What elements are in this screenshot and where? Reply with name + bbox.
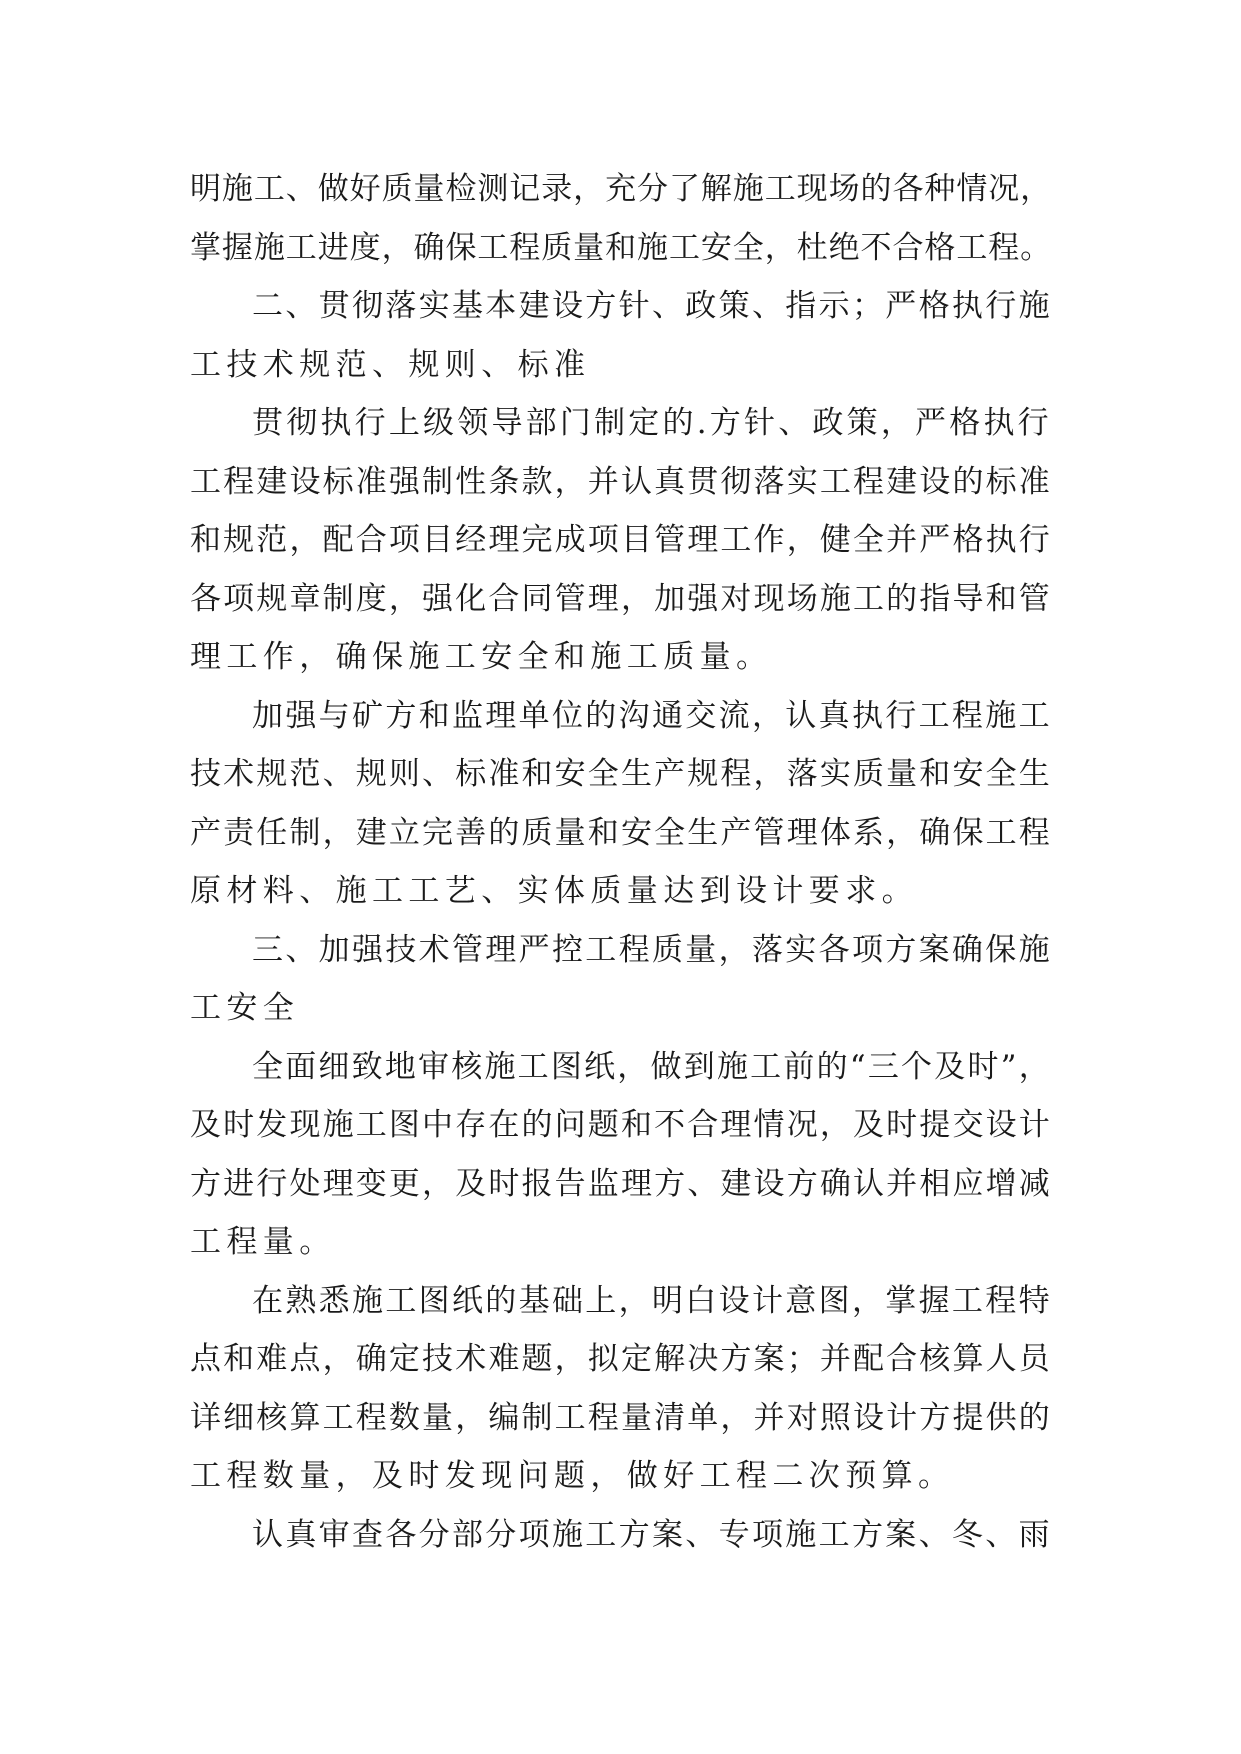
text-line: 原材料、施工工艺、实体质量达到设计要求。 xyxy=(190,873,918,909)
text-line: 工程量。 xyxy=(190,1224,336,1260)
text-line: 方进行处理变更，及时报告监理方、建设方确认并相应增减 xyxy=(190,1165,1052,1202)
text-line: 各项规章制度，强化合同管理，加强对现场施工的指导和管 xyxy=(190,580,1052,617)
text-line: 工程数量，及时发现问题，做好工程二次预算。 xyxy=(190,1458,955,1494)
text-line: 二、贯彻落实基本建设方针、政策、指示；严格执行施 xyxy=(252,288,1052,324)
text-line: 理工作，确保施工安全和施工质量。 xyxy=(190,639,773,675)
text-line: 工程建设标准强制性条款，并认真贯彻落实工程建设的标准 xyxy=(190,463,1052,500)
text-line: 掌握施工进度，确保工程质量和施工安全，杜绝不合格工程。 xyxy=(190,229,1053,266)
text-line: 全面细致地审核施工图纸，做到施工前的“三个及时”， xyxy=(252,1048,1052,1085)
text-line: 认真审查各分部分项施工方案、专项施工方案、冬、雨 xyxy=(252,1516,1052,1553)
text-line: 详细核算工程数量，编制工程量清单，并对照设计方提供的 xyxy=(190,1399,1052,1436)
document-body xyxy=(190,160,1052,1564)
text-line: 点和难点，确定技术难题，拟定解决方案；并配合核算人员 xyxy=(190,1341,1052,1377)
text-line: 贯彻执行上级领导部门制定的.方针、政策，严格执行 xyxy=(252,405,1052,441)
text-line: 在熟悉施工图纸的基础上，明白设计意图，掌握工程特 xyxy=(252,1282,1052,1319)
text-line: 明施工、做好质量检测记录，充分了解施工现场的各种情况， xyxy=(190,171,1053,207)
text-line: 产责任制，建立完善的质量和安全生产管理体系，确保工程 xyxy=(190,814,1052,851)
text-line: 三、加强技术管理严控工程质量，落实各项方案确保施 xyxy=(252,931,1052,968)
text-line: 及时发现施工图中存在的问题和不合理情况，及时提交设计 xyxy=(190,1107,1052,1143)
text-line: 技术规范、规则、标准和安全生产规程，落实质量和安全生 xyxy=(190,756,1052,792)
text-line: 和规范，配合项目经理完成项目管理工作，健全并严格执行 xyxy=(190,522,1052,558)
text-line: 加强与矿方和监理单位的沟通交流，认真执行工程施工 xyxy=(252,697,1052,734)
text-line: 工技术规范、规则、标准 xyxy=(190,346,591,383)
text-line: 工安全 xyxy=(190,990,300,1026)
